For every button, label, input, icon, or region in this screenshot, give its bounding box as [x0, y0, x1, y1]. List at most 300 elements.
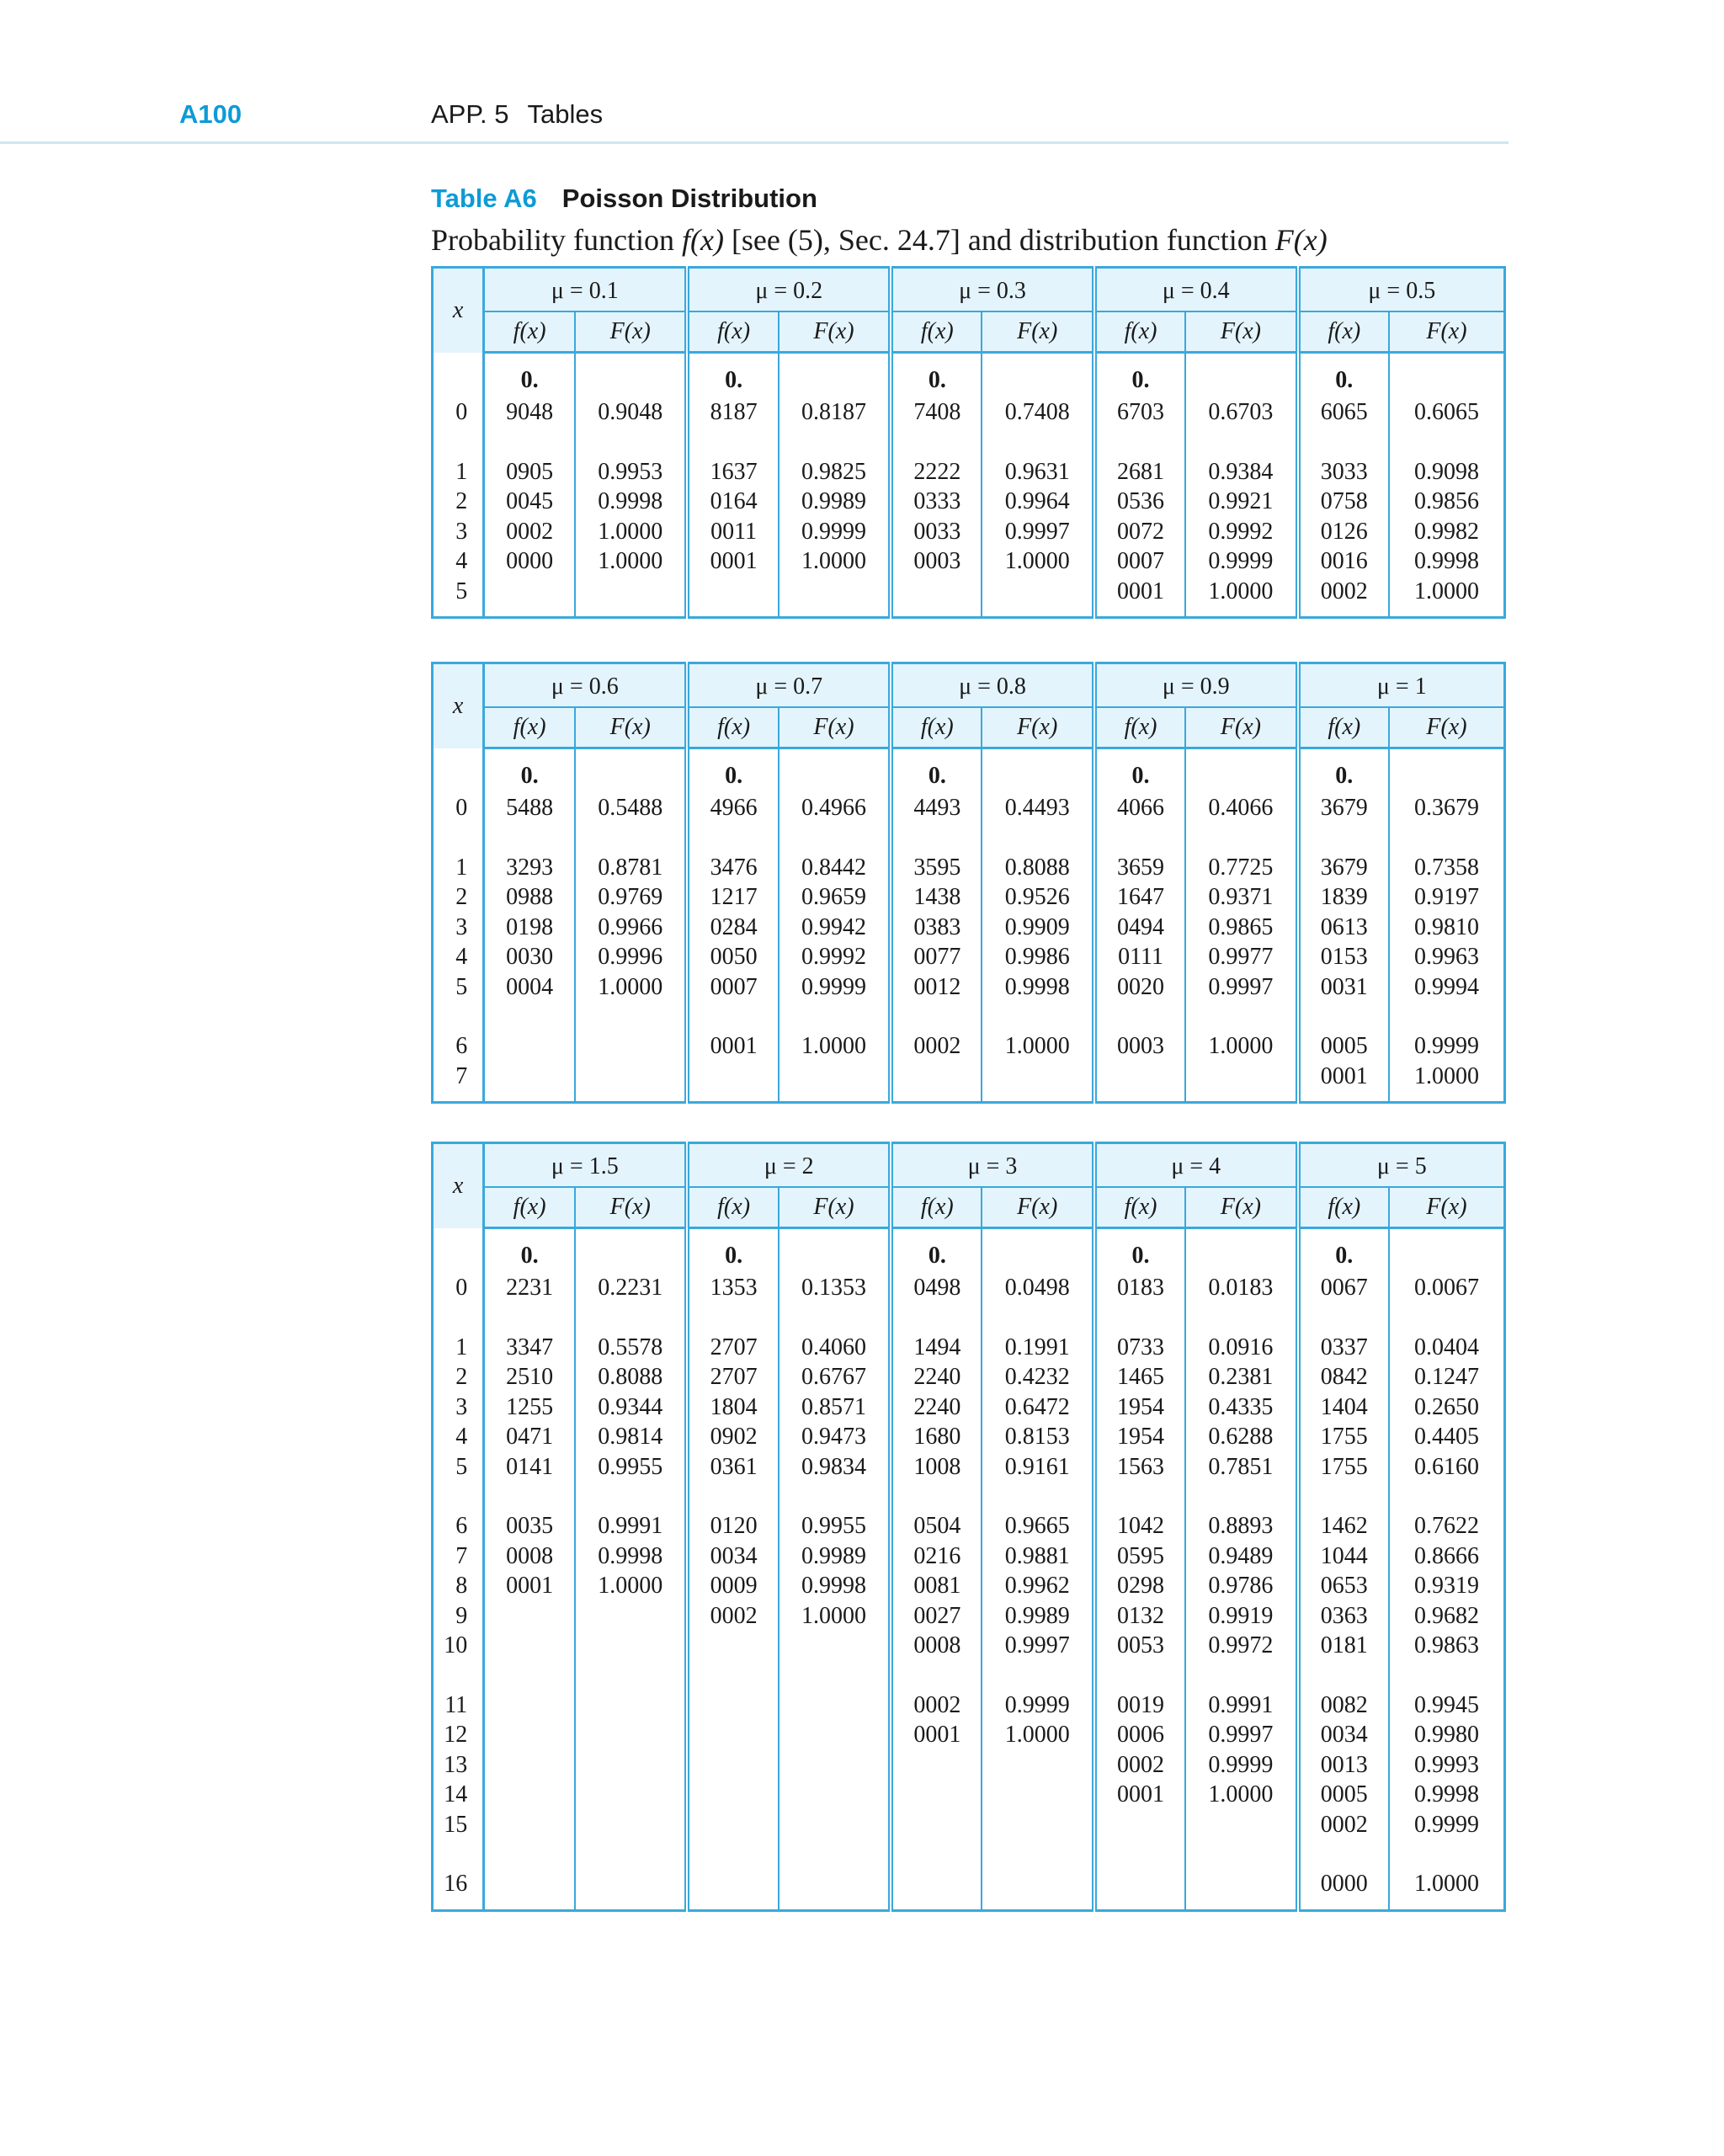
spacer-cell	[1389, 428, 1505, 457]
Fx-value: 0.6767	[779, 1362, 891, 1392]
spacer-cell	[1185, 1002, 1297, 1031]
spacer-cell	[779, 1239, 891, 1273]
spacer-cell	[1298, 353, 1389, 365]
Fx-value: 0.9909	[982, 913, 1093, 943]
fx-value: 0198	[484, 913, 575, 943]
Fx-value: 0.9945	[1413, 1691, 1479, 1718]
Fx-value: 0.6288	[1185, 1422, 1297, 1452]
spacer-cell	[575, 428, 687, 457]
fx-header: f(x)	[1298, 707, 1389, 748]
fx-value: 0337	[1298, 1333, 1389, 1363]
spacer-cell	[575, 1303, 687, 1333]
fx-value: 0000	[1298, 1869, 1389, 1899]
fx-value: 0733	[1094, 1333, 1185, 1363]
x-header: x	[433, 663, 484, 748]
Fx-value: 1.0000	[1413, 578, 1479, 604]
Fx-value	[982, 1062, 1093, 1092]
fx-value: 0001	[687, 546, 778, 577]
mu-header: μ = 1	[1376, 673, 1427, 700]
table-header	[433, 1143, 1505, 1228]
spacer-cell	[1298, 1661, 1389, 1690]
spacer-cell	[484, 353, 575, 365]
Fx-value: 0.9682	[1413, 1602, 1479, 1629]
Fx-value: 0.9825	[779, 457, 891, 487]
spacer-cell	[1389, 1002, 1505, 1031]
Fx-value: 0.9998	[1413, 548, 1479, 574]
spacer-cell	[575, 1482, 687, 1511]
function-label-row	[433, 1187, 1505, 1228]
fx-value: 0034	[1298, 1720, 1389, 1750]
spacer-cell	[982, 1303, 1093, 1333]
fx-value: 0284	[687, 913, 778, 943]
fx-value: 0067	[1298, 1273, 1389, 1303]
Fx-value: 0.0183	[1185, 1273, 1297, 1303]
fx-value: 4493	[891, 793, 982, 823]
Fx-value: 0.9048	[575, 397, 687, 428]
spacer-cell	[484, 1661, 575, 1690]
Fx-value: 1.0000	[779, 546, 891, 577]
spacer-cell	[433, 1002, 484, 1031]
fx-value	[484, 1690, 575, 1721]
Fx-header: F(x)	[575, 707, 687, 748]
fx-value	[687, 1780, 778, 1810]
table-row	[433, 1031, 1505, 1062]
zero-prefix: 0.	[1094, 759, 1185, 793]
mu-header: μ = 4	[1094, 1143, 1298, 1188]
Fx-header: F(x)	[1185, 311, 1297, 353]
fx-value: 0905	[484, 457, 575, 487]
Fx-value: 0.2650	[1413, 1393, 1479, 1420]
fx-value: 0034	[687, 1541, 778, 1572]
fx-value: 0536	[1094, 487, 1185, 517]
spacer-cell	[575, 1239, 687, 1273]
Fx-value	[982, 1810, 1093, 1840]
spacer-cell	[1298, 1091, 1389, 1103]
spacer-cell	[891, 748, 982, 760]
Fx-value	[575, 1810, 687, 1840]
fx-value: 1637	[687, 457, 778, 487]
x-value: 3	[433, 1392, 484, 1423]
fx-value: 0035	[484, 1511, 575, 1541]
Fx-value: 0.3679	[1413, 795, 1479, 821]
Fx-value: 0.9972	[1185, 1631, 1297, 1661]
fx-value: 0001	[687, 1031, 778, 1062]
fx-value: 0019	[1094, 1690, 1185, 1721]
Fx-value: 0.9098	[1413, 458, 1479, 485]
fx-value: 3595	[891, 853, 982, 883]
Fx-value: 0.9999	[779, 972, 891, 1003]
Fx-value	[779, 1869, 891, 1899]
Fx-value	[779, 1631, 891, 1661]
Fx-value: 0.9964	[982, 487, 1093, 517]
Fx-value: 0.9881	[982, 1541, 1093, 1572]
Fx-value: 1.0000	[1413, 1062, 1479, 1089]
x-value: 14	[433, 1780, 484, 1810]
spacer-cell	[484, 1482, 575, 1511]
spacer-cell	[687, 748, 778, 760]
table-row	[433, 1062, 1505, 1092]
Fx-value: 0.9989	[982, 1601, 1093, 1632]
spacer-cell	[1389, 1482, 1505, 1511]
Fx-value	[575, 1631, 687, 1661]
fx-value: 0081	[891, 1571, 982, 1601]
Fx-value	[575, 1031, 687, 1062]
x-value: 1	[433, 853, 484, 883]
spacer-cell	[1185, 823, 1297, 853]
fx-value: 1255	[484, 1392, 575, 1423]
Fx-value: 0.9982	[1413, 518, 1479, 545]
spacer-cell	[779, 823, 891, 853]
spacer-cell	[982, 748, 1093, 760]
fx-value: 3476	[687, 853, 778, 883]
Fx-header: F(x)	[982, 707, 1093, 748]
spacer-cell	[687, 1002, 778, 1031]
spacer-cell	[433, 606, 484, 618]
spacer-cell	[779, 1303, 891, 1333]
spacer-cell	[433, 748, 484, 760]
poisson-table	[431, 1142, 1506, 1912]
fx-value	[891, 1869, 982, 1899]
Fx-header: F(x)	[779, 311, 891, 353]
spacer-row	[433, 1899, 1505, 1911]
fx-value: 3679	[1298, 853, 1389, 883]
Fx-value: 0.9834	[779, 1452, 891, 1483]
Fx-value: 0.9810	[1413, 913, 1479, 940]
x-header: x	[433, 1143, 484, 1228]
spacer-cell	[1094, 606, 1185, 618]
spacer-cell	[779, 1228, 891, 1240]
fx-value: 0111	[1094, 942, 1185, 972]
fx-value: 2707	[687, 1362, 778, 1392]
Fx-value: 0.9999	[1413, 1811, 1479, 1838]
fx-value: 1353	[687, 1273, 778, 1303]
Fx-value: 0.9991	[1185, 1690, 1297, 1721]
fx-value: 0333	[891, 487, 982, 517]
Fx-value	[779, 1690, 891, 1721]
table-row	[433, 397, 1505, 428]
fx-value: 3347	[484, 1333, 575, 1363]
fx-value: 0050	[687, 942, 778, 972]
table-row	[433, 1511, 1505, 1541]
x-value: 12	[433, 1720, 484, 1750]
x-value: 2	[433, 1362, 484, 1392]
table-row	[433, 1631, 1505, 1661]
spacer-cell	[687, 1661, 778, 1690]
spacer-cell	[982, 1091, 1093, 1103]
fx-value	[891, 1750, 982, 1781]
x-value: 16	[433, 1869, 484, 1899]
table-row	[433, 1422, 1505, 1452]
fx-value: 0031	[1298, 972, 1389, 1003]
Fx-value: 0.7408	[982, 397, 1093, 428]
spacer-cell	[1094, 1303, 1185, 1333]
x-value: 3	[433, 913, 484, 943]
spacer-cell	[891, 1899, 982, 1911]
spacer-cell	[1298, 1839, 1389, 1869]
fx-header: f(x)	[687, 311, 778, 353]
zero-prefix: 0.	[687, 364, 778, 397]
fx-value	[1094, 1810, 1185, 1840]
Fx-value: 0.9371	[1185, 882, 1297, 913]
fx-value: 1217	[687, 882, 778, 913]
spacer-cell	[891, 1839, 982, 1869]
fx-value: 0005	[1298, 1031, 1389, 1062]
spacer-row	[433, 823, 1505, 853]
mu-row	[433, 1143, 1505, 1188]
Fx-value: 0.9996	[575, 942, 687, 972]
spacer-cell	[1185, 1482, 1297, 1511]
Fx-value: 0.2231	[575, 1273, 687, 1303]
fx-value: 0002	[891, 1690, 982, 1721]
mu-header: μ = 0.1	[484, 268, 688, 312]
table-row	[433, 577, 1505, 607]
spacer-cell	[891, 1228, 982, 1240]
spacer-cell	[575, 353, 687, 365]
Fx-value: 0.8666	[1413, 1542, 1479, 1569]
Fx-value: 0.8187	[779, 397, 891, 428]
mu-row	[433, 663, 1505, 708]
Fx-value: 0.9919	[1185, 1601, 1297, 1632]
table-row	[433, 972, 1505, 1003]
spacer-cell	[433, 1228, 484, 1240]
Fx-value: 0.0067	[1413, 1275, 1479, 1301]
spacer-cell	[687, 1228, 778, 1240]
table-row	[433, 1810, 1505, 1840]
zero-prefix: 0.	[1298, 364, 1389, 397]
spacer-cell	[779, 1661, 891, 1690]
fx-value	[687, 1062, 778, 1092]
spacer-cell	[433, 1661, 484, 1690]
fx-value: 2240	[891, 1362, 982, 1392]
Fx-value: 1.0000	[982, 1720, 1093, 1750]
mu-header: μ = 3	[891, 1143, 1094, 1188]
fx-value: 1755	[1298, 1452, 1389, 1483]
fx-value	[484, 1869, 575, 1899]
Fx-value: 0.9998	[575, 487, 687, 517]
spacer-cell	[1389, 1303, 1505, 1333]
spacer-cell	[433, 759, 484, 793]
Fx-value: 0.7851	[1185, 1452, 1297, 1483]
spacer-cell	[433, 1091, 484, 1103]
spacer-cell	[687, 823, 778, 853]
Fx-value: 0.9955	[575, 1452, 687, 1483]
spacer-cell	[982, 1002, 1093, 1031]
fx-value: 1755	[1298, 1422, 1389, 1452]
Fx-value	[575, 1062, 687, 1092]
fx-value: 3033	[1298, 457, 1389, 487]
spacer-cell	[1185, 1228, 1297, 1240]
fx-value	[687, 1750, 778, 1781]
spacer-cell	[779, 1091, 891, 1103]
fx-value	[484, 1631, 575, 1661]
spacer-cell	[1185, 748, 1297, 760]
Fx-value: 0.9980	[1413, 1722, 1479, 1748]
spacer-cell	[779, 606, 891, 618]
x-value: 8	[433, 1571, 484, 1601]
spacer-cell	[484, 1002, 575, 1031]
spacer-cell	[1185, 353, 1297, 365]
fx-value	[891, 1062, 982, 1092]
Fx-value: 0.4966	[779, 793, 891, 823]
x-value: 4	[433, 546, 484, 577]
Fx-header: F(x)	[982, 1187, 1093, 1228]
Fx-value: 0.0916	[1185, 1333, 1297, 1363]
spacer-cell	[433, 1899, 484, 1911]
x-value: 5	[433, 1452, 484, 1483]
spacer-cell	[1094, 1899, 1185, 1911]
Fx-value: 0.9986	[982, 942, 1093, 972]
fx-header: f(x)	[1094, 1187, 1185, 1228]
poisson-table	[431, 662, 1506, 1104]
x-value: 13	[433, 1750, 484, 1781]
Fx-value	[982, 1750, 1093, 1781]
table-row	[433, 457, 1505, 487]
mu-header: μ = 1.5	[484, 1143, 688, 1188]
fx-value: 1563	[1094, 1452, 1185, 1483]
mu-header: μ = 0.3	[891, 268, 1094, 312]
spacer-cell	[891, 1002, 982, 1031]
spacer-cell	[484, 823, 575, 853]
spacer-row	[433, 353, 1505, 365]
Fx-value: 0.9319	[1413, 1573, 1479, 1599]
Fx-value: 0.9344	[575, 1392, 687, 1423]
spacer-cell	[1389, 353, 1505, 365]
spacer-cell	[982, 1661, 1093, 1690]
fx-value: 0494	[1094, 913, 1185, 943]
mu-header: μ = 0.8	[891, 663, 1094, 708]
mu-header: μ = 0.6	[484, 663, 688, 708]
spacer-cell	[1094, 1228, 1185, 1240]
spacer-cell	[779, 1002, 891, 1031]
spacer-cell	[891, 823, 982, 853]
fx-value	[484, 1750, 575, 1781]
x-value: 5	[433, 577, 484, 607]
fx-value	[484, 1780, 575, 1810]
spacer-cell	[1185, 1239, 1297, 1273]
fx-value: 0653	[1298, 1571, 1389, 1601]
Fx-value: 0.0404	[1413, 1334, 1479, 1360]
zero-prefix-row	[433, 1239, 1505, 1273]
Fx-value: 0.6065	[1413, 399, 1479, 425]
fx-value: 6065	[1298, 397, 1389, 428]
spacer-cell	[575, 364, 687, 397]
spacer-row	[433, 1482, 1505, 1511]
fx-value: 1839	[1298, 882, 1389, 913]
spacer-cell	[779, 759, 891, 793]
fx-value: 1680	[891, 1422, 982, 1452]
x-value: 1	[433, 457, 484, 487]
Fx-value: 0.2381	[1185, 1362, 1297, 1392]
table-header	[433, 268, 1505, 353]
fx-value: 0363	[1298, 1601, 1389, 1632]
zero-prefix: 0.	[891, 759, 982, 793]
spacer-cell	[982, 1228, 1093, 1240]
fx-value: 0002	[891, 1031, 982, 1062]
spacer-cell	[484, 1228, 575, 1240]
fx-value: 6703	[1094, 397, 1185, 428]
fx-value: 1404	[1298, 1392, 1389, 1423]
spacer-cell	[1094, 1482, 1185, 1511]
fx-value: 0020	[1094, 972, 1185, 1003]
x-value: 7	[433, 1062, 484, 1092]
fx-header: f(x)	[484, 1187, 575, 1228]
Fx-value: 0.9942	[779, 913, 891, 943]
Fx-value: 0.9526	[982, 882, 1093, 913]
fx-value: 0002	[484, 517, 575, 547]
Fx-value: 0.9994	[1413, 973, 1479, 1000]
spacer-cell	[687, 1091, 778, 1103]
Fx-value: 0.9997	[1185, 1720, 1297, 1750]
table-row	[433, 882, 1505, 913]
spacer-cell	[1094, 1839, 1185, 1869]
Fx-value: 0.9997	[1185, 972, 1297, 1003]
Fx-header: F(x)	[779, 1187, 891, 1228]
Fx-value: 0.9999	[1185, 546, 1297, 577]
Fx-value: 0.9489	[1185, 1541, 1297, 1572]
spacer-cell	[687, 1482, 778, 1511]
fx-value: 1954	[1094, 1392, 1185, 1423]
spacer-cell	[891, 1482, 982, 1511]
Fx-value: 1.0000	[575, 517, 687, 547]
Fx-value: 0.9473	[779, 1422, 891, 1452]
spacer-cell	[1185, 1303, 1297, 1333]
fx-value: 0005	[1298, 1780, 1389, 1810]
x-value: 6	[433, 1031, 484, 1062]
fx-header: f(x)	[687, 1187, 778, 1228]
fx-value: 0030	[484, 942, 575, 972]
x-value: 6	[433, 1511, 484, 1541]
fx-value	[687, 1690, 778, 1721]
Fx-value: 0.8088	[575, 1362, 687, 1392]
Fx-header: F(x)	[1389, 1187, 1505, 1228]
table-row	[433, 1541, 1505, 1572]
table-row	[433, 1571, 1505, 1601]
spacer-cell	[1389, 1091, 1505, 1103]
spacer-row	[433, 428, 1505, 457]
spacer-row	[433, 1303, 1505, 1333]
fx-value: 0045	[484, 487, 575, 517]
Fx-value: 0.6703	[1185, 397, 1297, 428]
Fx-value: 0.8088	[982, 853, 1093, 883]
spacer-row	[433, 1002, 1505, 1031]
x-value: 7	[433, 1541, 484, 1572]
Fx-value: 0.9998	[982, 972, 1093, 1003]
fx-value: 0009	[687, 1571, 778, 1601]
spacer-cell	[484, 1899, 575, 1911]
spacer-cell	[891, 606, 982, 618]
fx-value	[484, 1031, 575, 1062]
zero-prefix: 0.	[484, 1239, 575, 1273]
Fx-value: 0.6472	[982, 1392, 1093, 1423]
fx-value: 0002	[1298, 1810, 1389, 1840]
fx-value: 0181	[1298, 1631, 1389, 1661]
fx-value: 1494	[891, 1333, 982, 1363]
fx-value: 0006	[1094, 1720, 1185, 1750]
fx-value: 1954	[1094, 1422, 1185, 1452]
fx-value: 0153	[1298, 942, 1389, 972]
spacer-cell	[982, 1899, 1093, 1911]
zero-prefix-row	[433, 364, 1505, 397]
table-row	[433, 517, 1505, 547]
spacer-cell	[484, 1839, 575, 1869]
poisson-table	[431, 266, 1506, 619]
Fx-header: F(x)	[982, 311, 1093, 353]
fx-value: 0002	[1094, 1750, 1185, 1781]
fx-header: f(x)	[484, 707, 575, 748]
spacer-cell	[1185, 364, 1297, 397]
x-value: 4	[433, 1422, 484, 1452]
table-row	[433, 1720, 1505, 1750]
